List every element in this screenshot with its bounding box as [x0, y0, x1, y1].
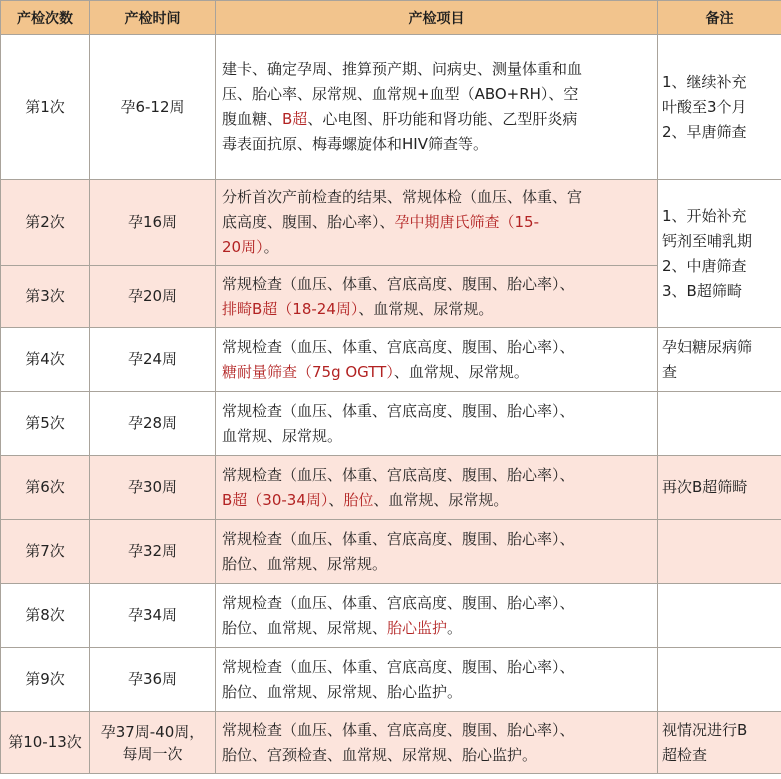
text-line	[222, 335, 651, 360]
checkup-time: 孕6-12周	[90, 35, 216, 180]
note-line: 2、中唐筛查	[662, 256, 747, 275]
checkup-note	[658, 35, 781, 180]
item-text: 。	[447, 618, 463, 637]
checkup-items	[216, 328, 658, 392]
text-line	[222, 297, 651, 322]
checkup-number: 第10-13次	[1, 712, 90, 774]
header-checkup-number: 产检次数	[1, 1, 90, 35]
table-row	[1, 520, 781, 584]
table-row	[1, 180, 781, 266]
checkup-items	[216, 648, 658, 712]
checkup-time	[90, 712, 216, 774]
note-line: 3、B超筛畸	[662, 281, 742, 300]
checkup-items	[216, 584, 658, 648]
text-line	[222, 399, 651, 424]
item-text: 、	[328, 490, 344, 509]
item-text: 底高度、腹围、胎心率）、	[222, 213, 395, 231]
item-text: 、血常规、尿常规。	[373, 490, 509, 509]
highlighted-item: 排畸B超（18-24周）	[222, 299, 359, 318]
checkup-note	[658, 520, 781, 584]
item-text: 胎位、血常规、尿常规、胎心监护。	[222, 682, 463, 701]
item-text: 常规检查（血压、体重、宫底高度、腹围、胎心率）、	[222, 465, 575, 484]
item-text: 腹血糖、	[222, 110, 283, 128]
note-line: 2、早唐筛查	[662, 122, 747, 141]
checkup-number: 第1次	[1, 35, 90, 180]
text-line	[222, 82, 651, 107]
checkup-time: 孕20周	[90, 266, 216, 328]
checkup-time: 孕30周	[90, 456, 216, 520]
text-line	[222, 107, 651, 132]
item-text: 常规检查（血压、体重、宫底高度、腹围、胎心率）、	[222, 529, 575, 548]
item-text: 、心电图、肝功能和肾功能、乙型肝炎病	[307, 110, 578, 128]
note-line: 超检查	[662, 745, 708, 764]
note-line: 1、继续补充	[662, 72, 747, 91]
highlighted-item: B超（30-34周）	[222, 490, 329, 509]
note-line: 钙剂至哺乳期	[662, 231, 753, 250]
checkup-number: 第3次	[1, 266, 90, 328]
note-line: 孕妇糖尿病筛	[662, 337, 753, 356]
text-line	[222, 463, 651, 488]
table-row	[1, 648, 781, 712]
highlighted-item: 胎心监护	[387, 618, 448, 637]
note-line: 1、开始补充	[662, 206, 747, 225]
checkup-time-line: 每周一次	[122, 744, 183, 763]
text-line	[222, 552, 651, 577]
header-notes: 备注	[658, 1, 781, 35]
text-line	[222, 616, 651, 641]
checkup-time: 孕24周	[90, 328, 216, 392]
item-text: 毒表面抗原、梅毒螺旋体和HIV筛查等。	[222, 135, 488, 153]
note-line: 查	[662, 362, 678, 381]
item-text: 常规检查（血压、体重、宫底高度、腹围、胎心率）、	[222, 337, 575, 356]
text-line	[222, 424, 651, 449]
table-header-row	[1, 1, 781, 35]
checkup-note	[658, 180, 781, 328]
item-text: 常规检查（血压、体重、宫底高度、腹围、胎心率）、	[222, 401, 575, 420]
text-line	[222, 743, 651, 768]
text-line	[222, 488, 651, 513]
item-text: 压、胎心率、尿常规、血常规+血型（ABO+RH）、空	[222, 85, 579, 103]
item-text: 、血常规、尿常规。	[393, 362, 529, 381]
item-text: 建卡、确定孕周、推算预产期、问病史、测量体重和血	[222, 60, 583, 78]
text-line	[222, 272, 651, 297]
checkup-note	[658, 328, 781, 392]
table-row	[1, 712, 781, 774]
text-line	[222, 718, 651, 743]
text-line	[222, 185, 651, 210]
checkup-time-line: 孕37周-40周，	[100, 722, 205, 741]
text-line	[222, 591, 651, 616]
text-line	[222, 210, 651, 235]
checkup-time: 孕16周	[90, 180, 216, 266]
item-text: 血常规、尿常规。	[222, 426, 343, 445]
text-line	[222, 360, 651, 385]
checkup-time: 孕28周	[90, 392, 216, 456]
checkup-items	[216, 520, 658, 584]
item-text: 常规检查（血压、体重、宫底高度、腹围、胎心率）、	[222, 274, 575, 293]
checkup-items	[216, 392, 658, 456]
item-text: 胎位、宫颈检查、血常规、尿常规、胎心监护。	[222, 745, 538, 764]
checkup-items	[216, 35, 658, 180]
item-text: 常规检查（血压、体重、宫底高度、腹围、胎心率）、	[222, 593, 575, 612]
text-line	[222, 235, 651, 260]
table-row	[1, 584, 781, 648]
checkup-number: 第4次	[1, 328, 90, 392]
highlighted-item: 糖耐量筛查（75g OGTT）	[222, 362, 394, 381]
item-text: 。	[263, 238, 279, 256]
checkup-note	[658, 584, 781, 648]
text-line	[222, 655, 651, 680]
text-line	[222, 57, 651, 82]
table-row	[1, 456, 781, 520]
checkup-number: 第2次	[1, 180, 90, 266]
highlighted-item: 孕中期唐氏筛查（15-	[394, 213, 540, 231]
checkup-note	[658, 648, 781, 712]
checkup-number: 第6次	[1, 456, 90, 520]
item-text: 分析首次产前检查的结果、常规体检（血压、体重、宫	[222, 188, 583, 206]
text-line	[222, 132, 651, 157]
checkup-time: 孕36周	[90, 648, 216, 712]
checkup-items	[216, 712, 658, 774]
highlighted-item: B超	[282, 110, 308, 128]
checkup-time: 孕34周	[90, 584, 216, 648]
table-row	[1, 328, 781, 392]
checkup-items	[216, 180, 658, 266]
checkup-number: 第9次	[1, 648, 90, 712]
item-text: 常规检查（血压、体重、宫底高度、腹围、胎心率）、	[222, 657, 575, 676]
item-text: 常规检查（血压、体重、宫底高度、腹围、胎心率）、	[222, 720, 575, 739]
note-line: 叶酸至3个月	[662, 97, 747, 116]
highlighted-item: 20周）	[222, 238, 264, 256]
header-checkup-time: 产检时间	[90, 1, 216, 35]
item-text: 胎位、血常规、尿常规、	[222, 618, 388, 637]
checkup-note	[658, 392, 781, 456]
checkup-items	[216, 266, 658, 328]
checkup-time: 孕32周	[90, 520, 216, 584]
note-line: 视情况进行B	[662, 720, 748, 739]
checkup-note	[658, 712, 781, 774]
text-line	[222, 680, 651, 705]
highlighted-item: 胎位	[343, 490, 374, 509]
checkup-number: 第5次	[1, 392, 90, 456]
checkup-note	[658, 456, 781, 520]
checkup-items	[216, 456, 658, 520]
note-line: 再次B超筛畸	[662, 478, 748, 496]
table-row	[1, 35, 781, 180]
text-line	[222, 527, 651, 552]
checkup-number: 第8次	[1, 584, 90, 648]
checkup-number: 第7次	[1, 520, 90, 584]
item-text: 胎位、血常规、尿常规。	[222, 554, 388, 573]
table-body	[1, 35, 781, 774]
table-row	[1, 392, 781, 456]
item-text: 、血常规、尿常规。	[358, 299, 494, 318]
header-checkup-items: 产检项目	[216, 1, 658, 35]
